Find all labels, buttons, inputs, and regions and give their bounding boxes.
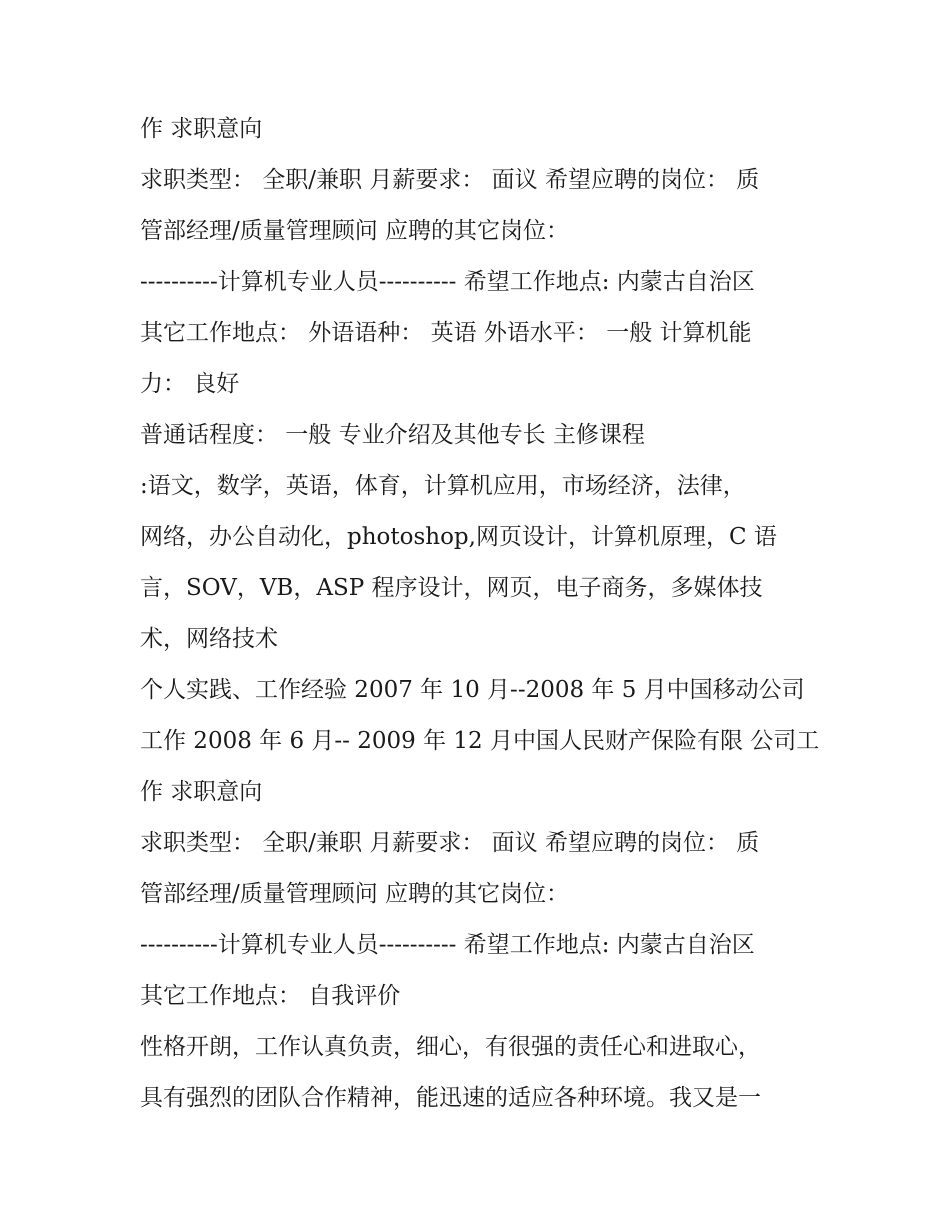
text-line: 工作 2008 年 6 月-- 2009 年 12 月中国人民财产保险有限 公司工 [140, 728, 820, 754]
text-line: 管部经理/质量管理顾问 应聘的其它岗位： [140, 218, 570, 244]
text-line: 性格开朗，工作认真负责，细心，有很强的责任心和进取心， [140, 1034, 761, 1060]
text-line: 言，SOV，VB，ASP 程序设计，网页，电子商务，多媒体技 [140, 575, 763, 601]
text-line: 网络，办公自动化，photoshop,网页设计，计算机原理，C 语 [140, 524, 777, 550]
text-line: 术，网络技术 [140, 626, 278, 652]
text-line: ----------计算机专业人员---------- 希望工作地点: 内蒙古自治区 [140, 269, 755, 295]
text-line: 管部经理/质量管理顾问 应聘的其它岗位： [140, 881, 570, 907]
text-line: 个人实践、工作经验 2007 年 10 月--2008 年 5 月中国移动公司 [140, 677, 805, 703]
text-line: 普通话程度： 一般 专业介绍及其他专长 主修课程 [140, 422, 645, 448]
text-line: 求职类型： 全职/兼职 月薪要求： 面议 希望应聘的岗位： 质 [140, 167, 760, 193]
text-line: 作 求职意向 [140, 116, 263, 142]
text-line: 其它工作地点： 自我评价 [140, 983, 401, 1009]
text-line: :语文，数学，英语，体育，计算机应用，市场经济，法律， [140, 473, 746, 499]
document-body [140, 104, 820, 1124]
text-line: 具有强烈的团队合作精神，能迅速的适应各种环境。我又是一 [140, 1085, 761, 1111]
text-line: ----------计算机专业人员---------- 希望工作地点: 内蒙古自治区 [140, 932, 755, 958]
text-line: 求职类型： 全职/兼职 月薪要求： 面议 希望应聘的岗位： 质 [140, 830, 760, 856]
text-line: 作 求职意向 [140, 779, 263, 805]
text-line: 其它工作地点： 外语语种： 英语 外语水平： 一般 计算机能 [140, 320, 752, 346]
text-line: 力： 良好 [140, 371, 240, 397]
